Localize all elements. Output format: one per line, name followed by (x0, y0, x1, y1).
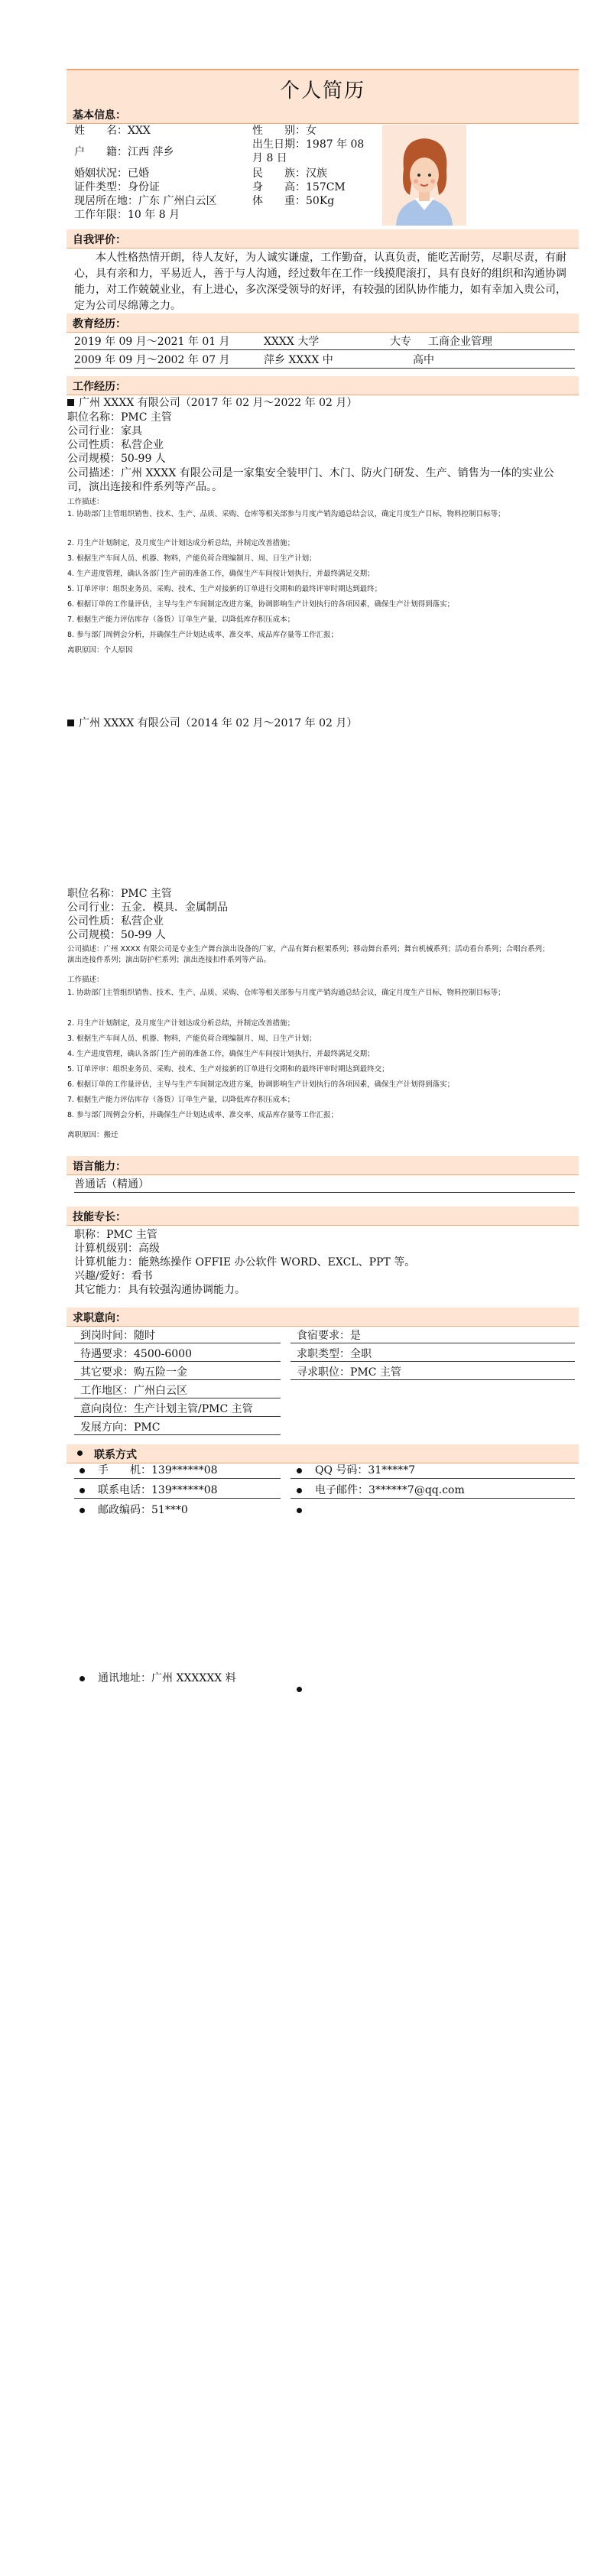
edu-school: 萍乡 XXXX 中 (264, 354, 333, 366)
contact-phone: 联系电话：139******08 (98, 1484, 218, 1496)
section-self-eval: 自我评价： (67, 229, 579, 249)
field-ethnicity: 民 族：汉族 (252, 167, 327, 180)
skill-item: 职称：PMC 主管 (74, 1229, 157, 1241)
job2-nature: 公司性质：私营企业 (67, 915, 164, 927)
self-eval-text: 本人性格热情开朗，待人友好，为人诚实谦虚，工作勤奋，认真负责，能吃苦耐劳，尽职尽责，有耐心，具有亲和力，平易近人，善于与人沟通，经过数年在工作一线摸爬滚打，具有良好的组织和沟通协调能力，对工作兢兢业业，有上进心，多次深受领导的好评，有较强的团队协作能力，如有幸加入贵公司，定为公司尽绵薄之力。 (74, 252, 566, 312)
job1-industry: 公司行业：家具 (67, 425, 142, 437)
divider (74, 1416, 281, 1417)
field-work-years: 工作年限：10 年 8 月 (74, 209, 180, 221)
square-bullet-icon (67, 399, 74, 406)
job2-duty: 8. 参与部门周例会分析，并确保生产计划达成率、准交率、成品库存量等工作汇报； (67, 1111, 339, 1119)
section-basic: 基本信息： (67, 105, 579, 124)
divider (291, 1498, 575, 1499)
section-work: 工作经历： (67, 376, 579, 395)
intention-location: 工作地区：广州白云区 (80, 1385, 187, 1397)
intention-benefits: 其它要求：购五险一金 (80, 1366, 187, 1379)
bullet-icon (80, 1488, 85, 1493)
job1-header: 广州 XXXX 有限公司（2017 年 02 月～2022 年 02 月） (67, 396, 357, 410)
edu-school: XXXX 大学 (264, 336, 320, 348)
section-contact: 联系方式 (67, 1444, 579, 1463)
bullet-icon (77, 1450, 83, 1456)
job2-duty: 1. 协助部门主管组织销售、技术、生产、品质、采购、仓库等相关部参与月度产销沟通总结会议，确定月度生产目标，物料控制目标等； (67, 989, 505, 997)
language-level: 普通话（精通） (74, 1178, 149, 1191)
field-birth-cont: 月 8 日 (252, 152, 287, 164)
skill-item: 计算机能力：能熟练操作 OFFIE 办公软件 WORD、EXCL、PPT 等。 (74, 1256, 416, 1269)
job2-duty: 3. 根据生产车间人员、机器、物料，产能负荷合理编制月、周、日生产计划； (67, 1035, 316, 1043)
field-name: 姓 名：XXX (74, 125, 151, 137)
contact-email: 电子邮件：3******7@qq.com (315, 1484, 465, 1496)
job1-duty: 8. 参与部门周例会分析，并确保生产计划达成率、准交率、成品库存量等工作汇报； (67, 631, 339, 639)
divider (74, 1478, 281, 1479)
job1-description: 公司描述：广州 XXXX 有限公司是一家集安全装甲门、木门、防火门研发、生产、销售为一体的实业公司，演出连接和件系列等产品。。 (67, 467, 554, 493)
divider (74, 349, 575, 350)
intention-arrival: 到岗时间：随时 (80, 1330, 155, 1342)
field-hukou: 户 籍：江西 萍乡 (74, 146, 174, 158)
contact-mobile: 手 机：139******08 (98, 1464, 218, 1476)
job1-duty: 5. 订单评审：组织业务员、采购、技术、生产对接新的订单进行交期和的最终评审时期达到最终； (67, 585, 382, 593)
job1-duty: 4. 生产进度管理，确认各部门生产前的准备工作，确保生产车间按计划执行，并最终满足交期； (67, 570, 375, 578)
job2-duty: 6. 根据订单的工作量评估，主导与生产车间制定改进方案，协调影响生产计划执行的各项因素，确保生产计划得到落实； (67, 1080, 455, 1089)
edu-major: 工商企业管理 (428, 336, 492, 348)
bullet-icon (297, 1468, 302, 1473)
edu-degree: 大专 (390, 336, 411, 348)
divider (74, 1192, 575, 1193)
divider (74, 368, 575, 369)
job1-duty: 6. 根据订单的工作量评估，主导与生产车间制定改进方案，协调影响生产计划执行的各项因素，确保生产计划得到落实； (67, 600, 455, 609)
divider (74, 1498, 281, 1499)
skill-item: 兴趣/爱好：看书 (74, 1270, 153, 1282)
intention-type: 求职类型：全职 (297, 1348, 372, 1360)
field-birth: 出生日期：1987 年 08 (252, 138, 365, 151)
job1-duties-label: 工作描述： (67, 498, 104, 506)
intention-dorm: 食宿要求：是 (297, 1330, 361, 1342)
job1-leave-reason: 离职原因：个人原因 (67, 646, 133, 655)
edu-major: 高中 (413, 354, 434, 366)
bullet-icon (80, 1468, 85, 1473)
bullet-icon (297, 1687, 302, 1692)
field-gender: 性 别：女 (252, 125, 316, 137)
contact-postcode: 邮政编码：51***0 (98, 1504, 188, 1516)
job2-duty: 2. 月生产计划制定，及月度生产计划达成分析总结，并制定改善措施； (67, 1019, 295, 1028)
job1-scale: 公司规模：50-99 人 (67, 453, 166, 465)
square-bullet-icon (67, 720, 74, 726)
divider (291, 1379, 575, 1380)
divider (291, 1361, 575, 1362)
title-bar (67, 69, 579, 105)
bullet-icon (80, 1676, 85, 1681)
intention-salary: 待遇要求：4500-6000 (80, 1348, 192, 1360)
job1-position: 职位名称：PMC 主管 (67, 411, 172, 424)
job2-leave-reason: 离职原因：搬迁 (67, 1131, 118, 1139)
field-residence: 现居所在地：广东 广州白云区 (74, 195, 217, 207)
job2-position: 职位名称：PMC 主管 (67, 888, 172, 900)
job2-industry: 公司行业：五金．模具．金属制品 (67, 901, 228, 914)
job2-duty: 7. 根据生产能力评估库存（备货）订单生产量，以降低库存积压成本； (67, 1096, 295, 1104)
contact-qq: QQ 号码：31*****7 (315, 1464, 416, 1476)
avatar-illustration (382, 125, 466, 226)
avatar (382, 125, 466, 226)
bullet-icon (80, 1508, 85, 1513)
intention-desired-position: 意向岗位：生产计划主管/PMC 主管 (80, 1403, 253, 1415)
divider (74, 1434, 281, 1435)
section-intention: 求职意向： (67, 1307, 579, 1327)
section-language: 语言能力： (67, 1156, 579, 1175)
divider (74, 1361, 281, 1362)
field-marital: 婚姻状况：已婚 (74, 167, 149, 180)
job2-scale: 公司规模：50-99 人 (67, 929, 166, 941)
job1-duty: 7. 根据生产能力评估库存（备货）订单生产量，以降低库存积压成本； (67, 616, 295, 624)
section-education: 教育经历： (67, 313, 579, 333)
divider (74, 1379, 281, 1380)
bullet-icon (297, 1488, 302, 1493)
job2-duties-label: 工作描述： (67, 976, 104, 984)
skill-item: 计算机级别：高级 (74, 1243, 160, 1255)
edu-period: 2019 年 09 月～2021 年 01 月 (74, 336, 230, 348)
intention-seeking: 寻求职位：PMC 主管 (297, 1366, 401, 1379)
job2-header: 广州 XXXX 有限公司（2014 年 02 月～2017 年 02 月） (67, 716, 357, 730)
job2-duty: 4. 生产进度管理，确认各部门生产前的准备工作，确保生产车间按计划执行，并最终满足交期； (67, 1050, 375, 1058)
divider (291, 1478, 575, 1479)
intention-direction: 发展方向：PMC (80, 1421, 161, 1434)
job1-duty: 3. 根据生产车间人员、机器、物料，产能负荷合理编制月、周、日生产计划； (67, 554, 316, 563)
contact-address: 通讯地址：广州 XXXXXX 料 (98, 1672, 236, 1684)
field-id-type: 证件类型：身份证 (74, 181, 160, 193)
job1-nature: 公司性质：私营企业 (67, 439, 164, 451)
job2-description: 公司描述：广州 XXXX 有限公司是专业生产舞台演出设备的厂家，产品有舞台枢架系列；移动舞台系列；舞台机械系列；活动看台系列；合唱台系列；演出连接件系列；演出防护栏系列；演出连接扣件系列等产品。 (67, 945, 550, 964)
job1-duty: 1. 协助部门主管组织销售、技术、生产、品质、采购、仓库等相关部参与月度产销沟通总结会议，确定月度生产目标，物料控制目标等； (67, 510, 505, 518)
bullet-icon (297, 1508, 302, 1513)
skill-item: 其它能力：具有较强沟通协调能力。 (74, 1284, 245, 1296)
page-title: 个人简历 (279, 80, 365, 102)
job2-duty: 5. 订单评审：组织业务员、采购、技术、生产对接新的订单进行交期和的最终评审时期达到最终交； (67, 1065, 389, 1074)
job1-duty: 2. 月生产计划制定，及月度生产计划达成分析总结，并制定改善措施； (67, 539, 295, 547)
field-weight: 体 重：50Kg (252, 195, 335, 207)
section-skills: 技能专长： (67, 1207, 579, 1226)
field-height: 身 高：157CM (252, 181, 346, 193)
edu-period: 2009 年 09 月～2002 年 07 月 (74, 354, 230, 366)
